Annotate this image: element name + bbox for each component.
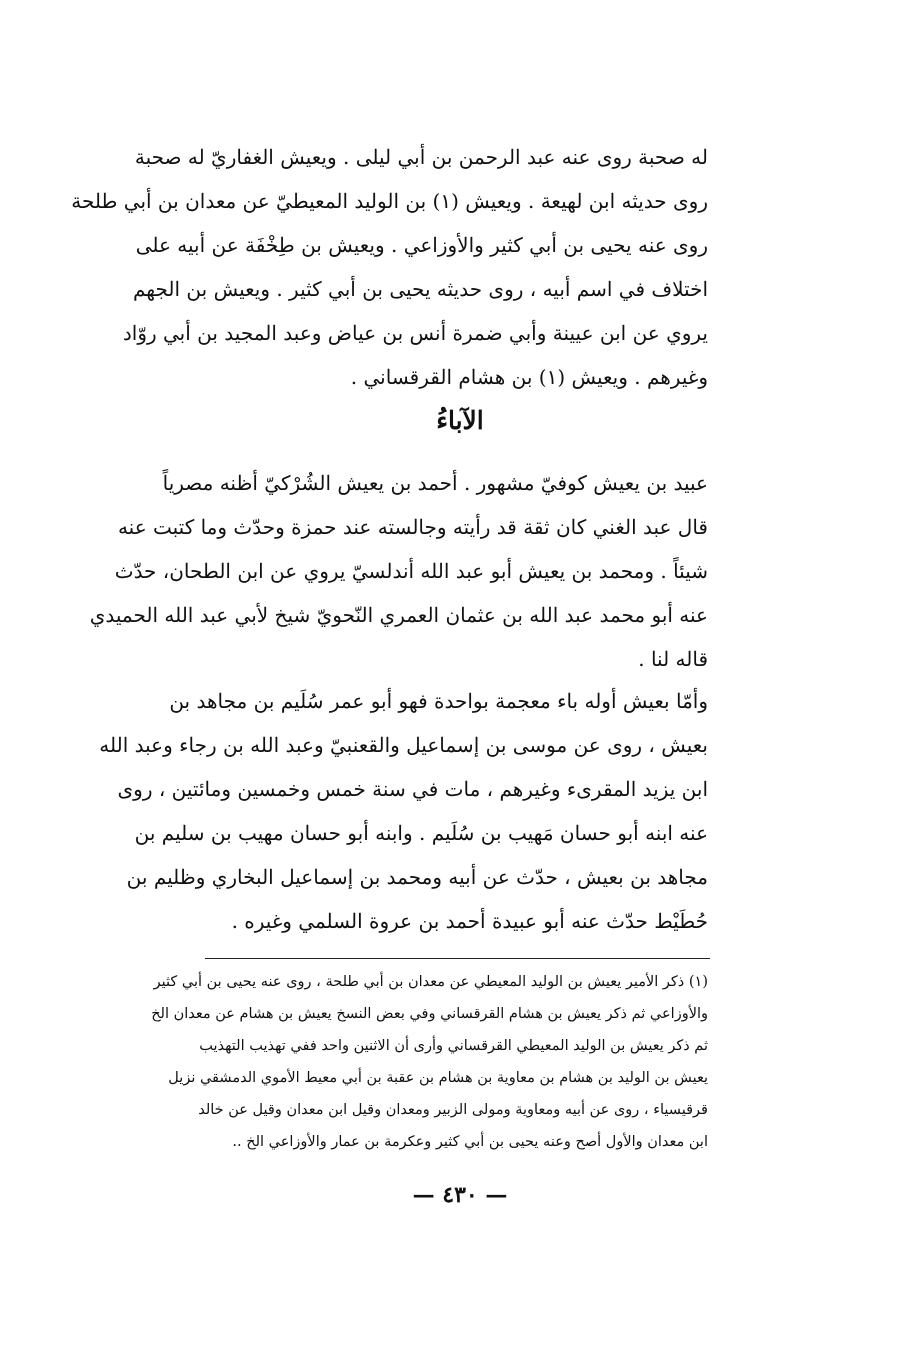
- text-line: ابن يزيد المقرىء وغيرهم ، مات في سنة خمس وخمسين ومائتين ، روى: [117, 777, 708, 801]
- text-line: قال عبد الغني كان ثقة قد رأيته وجالسته عند حمزة وحدّث وما كتبت عنه: [117, 515, 708, 539]
- text-line: روى عنه يحيى بن أبي كثير والأوزاعي . ويعيش بن طِخْفَة عن أبيه على: [135, 233, 708, 257]
- text-line: عبيد بن يعيش كوفيّ مشهور . أحمد بن يعيش الشُرْكيّ أظنه مصرياً: [162, 471, 708, 495]
- text-line: يروي عن ابن عيينة وأبي ضمرة أنس بن عياض وعبد المجيد بن أبي روّاد: [122, 321, 708, 345]
- text-line: اختلاف في اسم أبيه ، روى حديثه يحيى بن أبي كثير . ويعيش بن الجهم: [132, 277, 708, 301]
- text-line: روى حديثه ابن لهيعة . ويعيش (١) بن الوليد المعيطيّ عن معدان بن أبي طلحة: [71, 189, 708, 213]
- section-heading: الآباءُ: [436, 406, 484, 435]
- footnote-line: ابن معدان والأول أصح وعنه يحيى بن أبي كثير وعكرمة بن عمار والأوزاعي الخ ..: [232, 1134, 708, 1150]
- footnote-line: يعيش بن الوليد بن هشام بن معاوية بن هشام بن عقبة بن أبي معيط الأموي الدمشقي نزيل: [168, 1070, 708, 1086]
- text-line: قاله لنا .: [638, 647, 708, 671]
- text-line: وأمّا بعيش أوله باء معجمة بواحدة فهو أبو عمر سُلَيم بن مجاهد بن: [169, 689, 708, 713]
- footnote-line: قرقيسياء ، روى عن أبيه ومعاوية ومولى الزبير ومعدان وقيل ابن معدان وقيل عن خالد: [198, 1102, 708, 1118]
- footnote-line: والأوزاعي ثم ذكر يعيش بن هشام القرقساني وفي بعض النسخ يعيش بن هشام عن معدان الخ: [151, 1006, 708, 1022]
- text-line: له صحبة روى عنه عبد الرحمن بن أبي ليلى . ويعيش الغفاريّ له صحبة: [134, 145, 708, 169]
- footnote-line: ثم ذكر يعيش بن الوليد المعيطي القرقساني وأرى أن الاثنين واحد ففي تهذيب التهذيب: [199, 1038, 708, 1054]
- text-line: وغيرهم . ويعيش (١) بن هشام القرقساني .: [350, 365, 708, 389]
- text-line: عنه أبو محمد عبد الله بن عثمان العمري النّحويّ شيخ لأبي عبد الله الحميدي: [89, 603, 708, 627]
- text-line: مجاهد بن بعيش ، حدّث عن أبيه ومحمد بن إسماعيل البخاري وظليم بن: [126, 865, 708, 889]
- text-line: عنه ابنه أبو حسان مَهيب بن سُلَيم . وابنه أبو حسان مهيب بن سليم بن: [134, 821, 708, 845]
- text-line: حُطَيْط حدّث عنه أبو عبيدة أحمد بن عروة السلمي وغيره .: [231, 909, 708, 933]
- footnote-divider: [205, 958, 710, 959]
- text-line: بعيش ، روى عن موسى بن إسماعيل والقعنبيّ وعبد الله بن رجاء وعبد الله: [99, 733, 708, 757]
- text-line: شيئاً . ومحمد بن يعيش أبو عبد الله أندلسيّ يروي عن ابن الطحان، حدّث: [114, 559, 708, 583]
- page-number: — ٤٣٠ —: [412, 1182, 508, 1208]
- footnote-line: (١) ذكر الأمير يعيش بن الوليد المعيطي عن معدان بن أبي طلحة ، روى عنه يحيى بن أبي كثير: [153, 974, 708, 990]
